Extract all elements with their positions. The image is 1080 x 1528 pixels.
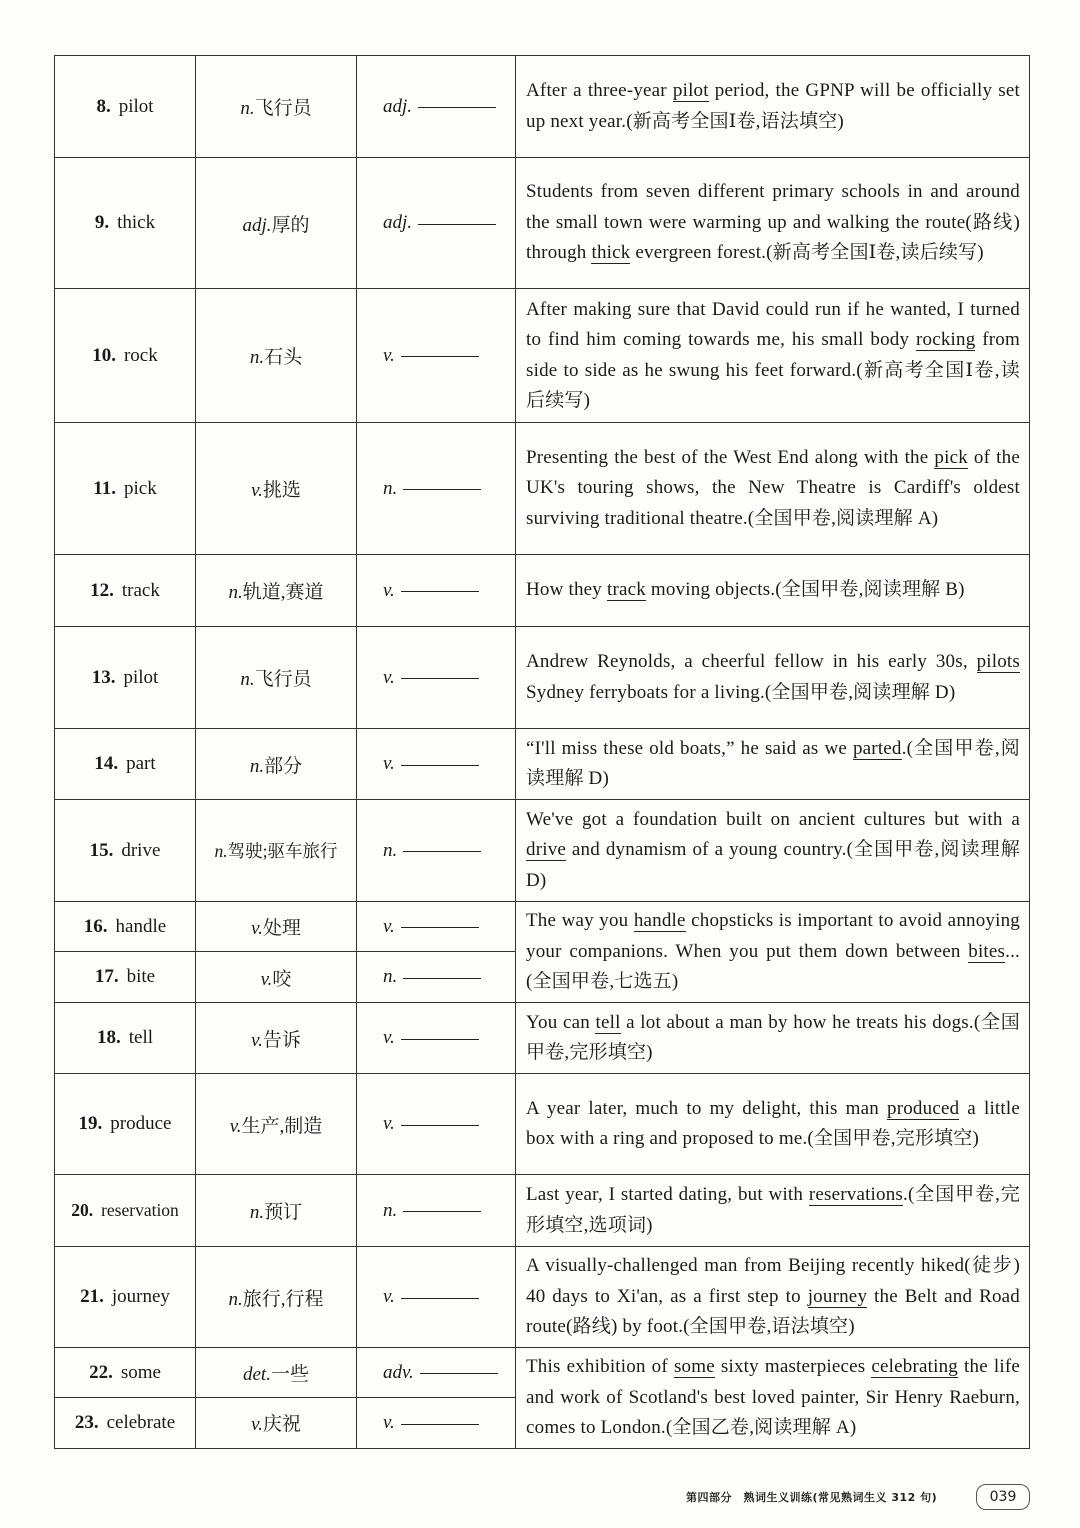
table-row [55, 1074, 1030, 1175]
example-cell: A visually-challenged man from Beijing recently hiked(徒步) 40 days to Xi'an, as a first step to journey the Belt and Road route(路线) by foot.(全国甲卷,语法填空) [516, 1247, 1030, 1348]
example-cell: Andrew Reynolds, a cheerful fellow in his early 30s, pilots Sydney ferryboats for a living.(全国甲卷,阅读理解 D) [516, 627, 1030, 729]
example-cell: Presenting the best of the West End along with the pick of the UK's touring shows, the New Theatre is Cardiff's oldest surviving traditional theatre.(全国甲卷,阅读理解 A) [516, 423, 1030, 555]
word-cell: 13. pilot [55, 627, 196, 729]
new-pos-cell: v. [357, 902, 516, 952]
word-cell: 10. rock [55, 289, 196, 423]
new-pos-cell: v. [357, 729, 516, 800]
new-pos-cell: v. [357, 1398, 516, 1448]
footer-section-title: 第四部分 熟词生义训练(常见熟词生义 312 句) [686, 1491, 938, 1504]
word-cell: 21. journey [55, 1247, 196, 1348]
table-row [55, 158, 1030, 289]
target-word: reservations [808, 1184, 904, 1205]
example-cell: We've got a foundation built on ancient cultures but with a drive and dynamism of a young country.(全国甲卷,阅读理解 D) [516, 800, 1030, 902]
new-pos-cell: n. [357, 952, 516, 1003]
new-pos-cell: n. [357, 1175, 516, 1247]
answer-blank[interactable] [403, 850, 481, 852]
new-pos-cell: v. [357, 1003, 516, 1074]
answer-blank[interactable] [401, 677, 479, 679]
meaning-cell: adj.厚的 [196, 158, 357, 289]
meaning-cell: n.预订 [196, 1175, 357, 1247]
answer-blank[interactable] [401, 1297, 479, 1299]
answer-blank[interactable] [401, 764, 479, 766]
table-row [55, 289, 1030, 423]
word-cell: 18. tell [55, 1003, 196, 1074]
answer-blank[interactable] [418, 106, 496, 108]
answer-blank[interactable] [401, 1423, 479, 1425]
target-word: pilots [976, 651, 1020, 672]
target-word: thick [591, 242, 631, 264]
meaning-cell: n.石头 [196, 289, 357, 423]
table-row [55, 555, 1030, 627]
meaning-cell: n.轨道,赛道 [196, 555, 357, 627]
meaning-cell: n.旅行,行程 [196, 1247, 357, 1348]
answer-blank[interactable] [403, 488, 481, 490]
word-cell: 11. pick [55, 423, 196, 555]
example-cell: Students from seven different primary schools in and around the small town were warming up and walking the route(路线) through thick evergreen forest.(新高考全国Ⅰ卷,读后续写) [516, 158, 1030, 289]
answer-blank[interactable] [403, 977, 481, 979]
word-cell: 22. some [55, 1348, 196, 1398]
new-pos-cell: adv. [357, 1348, 516, 1398]
meaning-cell: n.飞行员 [196, 627, 357, 729]
page-number: 039 [976, 1484, 1030, 1510]
table-row [55, 1348, 1030, 1398]
word-cell: 8. pilot [55, 56, 196, 158]
target-word: produced [887, 1097, 960, 1119]
target-word: journey [807, 1285, 868, 1307]
new-pos-cell: adj. [357, 158, 516, 289]
answer-blank[interactable] [418, 223, 496, 225]
target-word: rocking [916, 329, 976, 350]
meaning-cell: v.处理 [196, 902, 357, 952]
target-word: bites [968, 940, 1006, 962]
meaning-cell: n.部分 [196, 729, 357, 800]
example-cell: The way you handle chopsticks is important to avoid annoying your companions. When you put them down between bites...(全国甲卷,七选五) [516, 902, 1030, 1003]
table-row [55, 1175, 1030, 1247]
word-cell: 19. produce [55, 1074, 196, 1175]
answer-blank[interactable] [401, 355, 479, 357]
meaning-cell: det.一些 [196, 1348, 357, 1398]
example-cell: How they track moving objects.(全国甲卷,阅读理解 B) [516, 555, 1030, 627]
table-row [55, 729, 1030, 800]
target-word: drive [526, 839, 567, 861]
new-pos-cell: n. [357, 800, 516, 902]
table-row [55, 56, 1030, 158]
word-cell: 17. bite [55, 952, 196, 1003]
answer-blank[interactable] [420, 1372, 498, 1374]
target-word: pilot [672, 80, 709, 101]
table-row [55, 627, 1030, 729]
table-row [55, 1003, 1030, 1074]
meaning-cell: v.咬 [196, 952, 357, 1003]
target-word: celebrating [871, 1356, 958, 1377]
example-cell: You can tell a lot about a man by how he treats his dogs.(全国甲卷,完形填空) [516, 1003, 1030, 1074]
example-cell: Last year, I started dating, but with reservations.(全国甲卷,完形填空,选项词) [516, 1175, 1030, 1247]
word-cell: 14. part [55, 729, 196, 800]
target-word: parted [852, 737, 902, 759]
answer-blank[interactable] [401, 926, 479, 928]
meaning-cell: n.驾驶;驱车旅行 [196, 800, 357, 902]
new-pos-cell: v. [357, 555, 516, 627]
vocabulary-table [54, 55, 1030, 1449]
target-word: pick [934, 446, 968, 468]
target-word: tell [595, 1011, 621, 1033]
table-row [55, 1247, 1030, 1348]
answer-blank[interactable] [403, 1210, 481, 1212]
new-pos-cell: v. [357, 1074, 516, 1175]
new-pos-cell: adj. [357, 56, 516, 158]
word-cell: 15. drive [55, 800, 196, 902]
answer-blank[interactable] [401, 1124, 479, 1126]
target-word: handle [633, 910, 686, 932]
example-cell: This exhibition of some sixty masterpieces celebrating the life and work of Scotland's best loved painter, Sir Henry Raeburn, comes to London.(全国乙卷,阅读理解 A) [516, 1348, 1030, 1449]
new-pos-cell: v. [357, 627, 516, 729]
target-word: track [606, 579, 646, 601]
word-cell: 12. track [55, 555, 196, 627]
meaning-cell: v.告诉 [196, 1003, 357, 1074]
new-pos-cell: v. [357, 1247, 516, 1348]
table-row [55, 902, 1030, 952]
example-cell: “I'll miss these old boats,” he said as we parted.(全国甲卷,阅读理解 D) [516, 729, 1030, 800]
word-cell: 9. thick [55, 158, 196, 289]
example-cell: After a three-year pilot period, the GPNP will be officially set up next year.(新高考全国Ⅰ卷,语法填空) [516, 56, 1030, 158]
example-cell: A year later, much to my delight, this man produced a little box with a ring and proposed to me.(全国甲卷,完形填空) [516, 1074, 1030, 1175]
meaning-cell: v.庆祝 [196, 1398, 357, 1448]
answer-blank[interactable] [401, 1038, 479, 1040]
table-row [55, 800, 1030, 902]
meaning-cell: v.挑选 [196, 423, 357, 555]
new-pos-cell: v. [357, 289, 516, 423]
target-word: some [673, 1356, 715, 1377]
meaning-cell: v.生产,制造 [196, 1074, 357, 1175]
meaning-cell: n.飞行员 [196, 56, 357, 158]
word-cell: 20. reservation [55, 1175, 196, 1247]
word-cell: 23. celebrate [55, 1398, 196, 1448]
new-pos-cell: n. [357, 423, 516, 555]
example-cell: After making sure that David could run if he wanted, I turned to find him coming towards me, his small body rocking from side to side as he swung his feet forward.(新高考全国Ⅰ卷,读后续写) [516, 289, 1030, 423]
word-cell: 16. handle [55, 902, 196, 952]
table-row [55, 423, 1030, 555]
answer-blank[interactable] [401, 590, 479, 592]
